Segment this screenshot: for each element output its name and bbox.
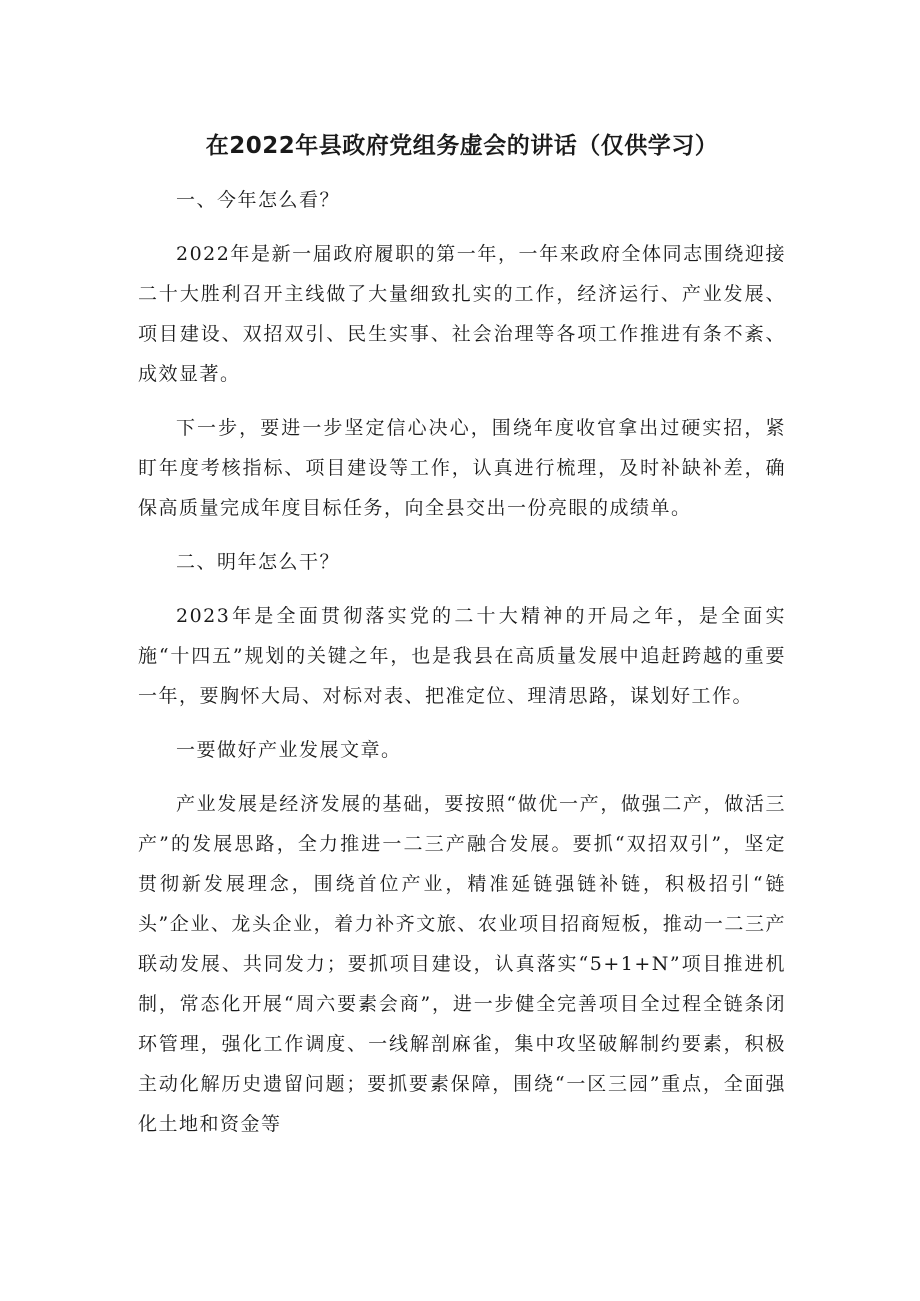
paragraph-2023-outlook: 2023年是全面贯彻落实党的二十大精神的开局之年，是全面实施“十四五”规划的关键之年，也是我县在高质量发展中追赶跨越的重要一年，要胸怀大局、对标对表、把准定位、理清思路，谋划好工作。 [138,605,786,707]
paragraph-next-steps: 下一步，要进一步坚定信心决心，围绕年度收官拿出过硬实招，紧盯年度考核指标、项目建设等工作，认真进行梳理，及时补缺补差，确保高质量完成年度目标任务，向全县交出一份亮眼的成绩单。 [138,417,786,519]
document-title: 在2022年县政府党组务虚会的讲话（仅供学习） [205,133,719,159]
section-heading-1: 一、今年怎么看？ [176,189,341,211]
subheading-industry: 一要做好产业发展文章。 [176,739,402,761]
paragraph-industry-development: 产业发展是经济发展的基础，要按照“做优一产，做强二产，做活三产”的发展思路，全力推进一二三产融合发展。要抓“双招双引”，坚定贯彻新发展理念，围绕首位产业，精准延链强链补链，积极招引“链头”企业、龙头企业，着力补齐文旅、农业项目招商短板，推动一二三产联动发展、共同发力；要抓项目建设，认真落实“5+1+N”项目推进机制，常态化开展“周六要素会商”，进一步健全完善项目全过程全链条闭环管理，强化工作调度、一线解剖麻雀，集中攻坚破解制约要素，积极主动化解历史遗留问题；要抓要素保障，围绕“一区三园”重点，全面强化土地和资金等 [138,793,786,1135]
section-heading-2: 二、明年怎么干？ [176,551,341,573]
paragraph-2022-review: 2022年是新一届政府履职的第一年，一年来政府全体同志围绕迎接二十大胜利召开主线做了大量细致扎实的工作，经济运行、产业发展、项目建设、双招双引、民生实事、社会治理等各项工作推进有条不紊、成效显著。 [138,243,786,385]
document-body [138,126,786,1144]
